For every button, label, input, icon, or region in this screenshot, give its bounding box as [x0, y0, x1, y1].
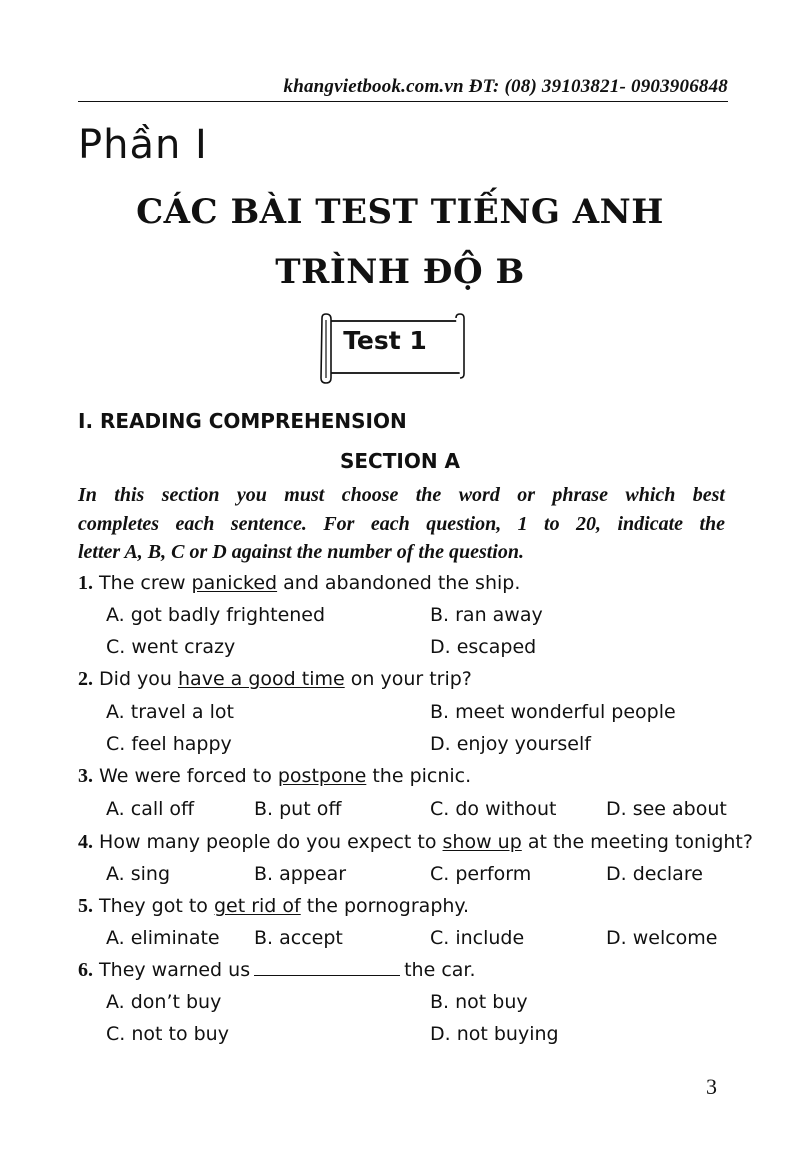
- header-rule: [78, 101, 728, 102]
- option-d: D. not buying: [430, 1023, 559, 1045]
- option-b: B. not buy: [430, 991, 528, 1013]
- main-title-line-2: TRÌNH ĐỘ B: [275, 252, 525, 292]
- question-text: at the meeting tonight?: [521, 831, 753, 853]
- test-label: Test 1: [343, 326, 427, 355]
- question-4: [78, 831, 753, 854]
- question-text: Did you: [99, 668, 179, 690]
- question-text: They warned us: [99, 959, 251, 981]
- option-a: A. eliminate: [106, 927, 220, 949]
- question-text: The crew: [99, 572, 192, 594]
- option-a: A. got badly frightened: [106, 604, 326, 626]
- question-number: 4.: [78, 831, 93, 853]
- option-d: D. declare: [606, 863, 703, 885]
- option-a: A. sing: [106, 863, 171, 885]
- option-b: B. ran away: [430, 604, 543, 626]
- page-header: khangvietbook.com.vn ĐT: (08) 39103821- 0903906848: [283, 76, 728, 97]
- option-c: C. do without: [430, 798, 557, 820]
- option-a: A. don’t buy: [106, 991, 222, 1013]
- underlined-phrase: get rid of: [213, 895, 301, 917]
- question-2: [78, 668, 472, 691]
- option-c: C. not to buy: [106, 1023, 229, 1045]
- option-a: A. travel a lot: [106, 701, 234, 723]
- option-d: D. see about: [606, 798, 727, 820]
- option-b: B. meet wonderful people: [430, 701, 676, 723]
- part-title: Phần I: [78, 122, 208, 168]
- question-3: [78, 765, 471, 788]
- question-5: [78, 895, 469, 918]
- subsection-heading: SECTION A: [339, 449, 460, 473]
- option-d: D. escaped: [430, 636, 537, 658]
- question-1: [78, 572, 520, 595]
- question-text: the picnic.: [366, 765, 472, 787]
- underlined-phrase: show up: [442, 831, 522, 853]
- option-b: B. put off: [254, 798, 342, 820]
- option-c: C. went crazy: [106, 636, 236, 658]
- instructions-line-3: letter A, B, C or D against the number of the question.: [78, 541, 524, 563]
- option-c: C. include: [430, 927, 525, 949]
- underlined-phrase: panicked: [191, 572, 278, 594]
- answer-blank: [254, 959, 400, 976]
- question-6: [78, 959, 476, 982]
- option-b: B. accept: [254, 927, 343, 949]
- section-heading: I. READING COMPREHENSION: [78, 409, 407, 433]
- option-d: D. enjoy yourself: [430, 733, 591, 755]
- option-b: B. appear: [254, 863, 347, 885]
- question-text: We were forced to: [99, 765, 278, 787]
- question-number: 3.: [78, 765, 93, 787]
- question-text: the car.: [404, 959, 476, 981]
- question-text: How many people do you expect to: [99, 831, 443, 853]
- option-c: C. feel happy: [106, 733, 232, 755]
- question-number: 6.: [78, 959, 93, 981]
- option-d: D. welcome: [606, 927, 718, 949]
- page-number: 3: [706, 1074, 717, 1099]
- underlined-phrase: postpone: [277, 765, 367, 787]
- question-text: They got to: [99, 895, 214, 917]
- option-a: A. call off: [106, 798, 195, 820]
- question-number: 1.: [78, 572, 93, 594]
- question-number: 2.: [78, 668, 93, 690]
- question-number: 5.: [78, 895, 93, 917]
- instructions-line-2: completes each sentence. For each question, 1 to 20, indicate the: [78, 513, 725, 535]
- instructions-line-1: In this section you must choose the word or phrase which best: [78, 484, 725, 506]
- main-title-line-1: CÁC BÀI TEST TIẾNG ANH: [136, 192, 664, 232]
- question-text: the pornography.: [300, 895, 470, 917]
- option-c: C. perform: [430, 863, 532, 885]
- question-text: on your trip?: [344, 668, 472, 690]
- question-text: and abandoned the ship.: [277, 572, 521, 594]
- underlined-phrase: have a good time: [178, 668, 345, 690]
